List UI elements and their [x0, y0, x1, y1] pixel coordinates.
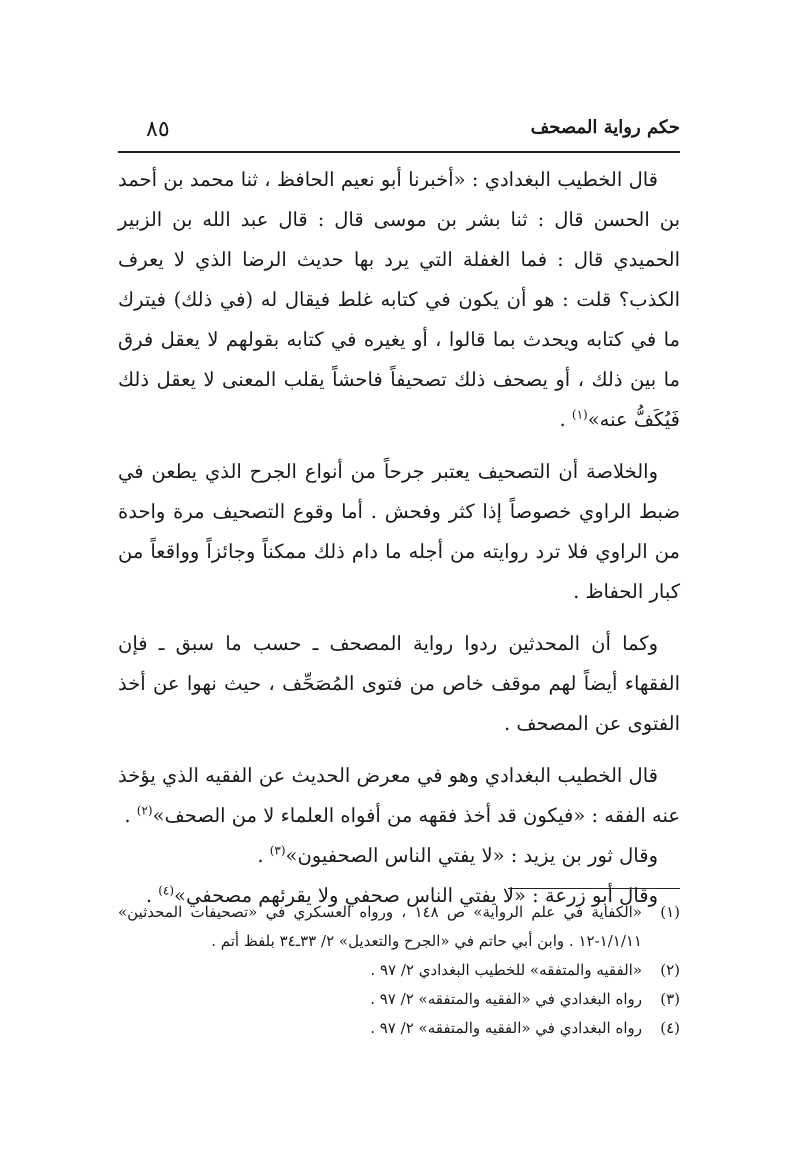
paragraph-5	[118, 836, 680, 876]
footnote-3	[118, 985, 680, 1014]
footnote-ref[interactable]: (١)	[571, 407, 588, 422]
footnote-text: رواه البغدادي في «الفقيه والمتفقه» ٢/ ٩٧ .	[370, 1019, 642, 1037]
footnote-number: (٣)	[660, 990, 680, 1008]
footnote-ref[interactable]: (٤)	[158, 883, 175, 898]
footnote-text: رواه البغدادي في «الفقيه والمتفقه» ٢/ ٩٧ .	[370, 990, 642, 1008]
footnote-text: «الفقيه والمتفقه» للخطيب البغدادي ٢/ ٩٧ .	[370, 961, 642, 979]
paragraph-text: وقال ثور بن يزيد : «لا يفتي الناس الصحفيون»	[285, 844, 658, 867]
paragraph-text: قال الخطيب البغدادي : «أخبرنا أبو نعيم الحافظ ، ثنا محمد بن أحمد بن الحسن قال : ثنا بشر بن موسى قال : قال عبد الله بن الزبير الحميدي قال : فما الغفلة التي يرد بها حديث الرضا الذي لا يعرف الكذب؟ قلت : هو أن يكون في كتابه غلط فيقال له (في ذلك) فيترك ما في كتابه ويحدث بما قالوا ، أو يغيره في كتابه بقولهم لا يعقل فرق ما بين ذلك ، أو يصحف ذلك تصحيفاً فاحشاً يقلب المعنى لا يعقل ذلك فَيُكَفُّ عنه»	[118, 168, 680, 431]
running-header	[118, 117, 680, 147]
footnote-4	[118, 1014, 680, 1043]
footnote-1	[118, 898, 680, 956]
header-rule	[118, 151, 680, 153]
page-number: ٨٥	[146, 117, 170, 142]
footnote-number: (١)	[660, 903, 680, 921]
main-text	[118, 160, 680, 916]
footnotes	[118, 898, 680, 1043]
footnote-ref[interactable]: (٣)	[269, 843, 286, 858]
paragraph-text: وكما أن المحدثين ردوا رواية المصحف ـ حسب ما سبق ـ فإن الفقهاء أيضاً لهم موقف خاص من فتوى المُصَحِّف ، حيث نهوا عن أخذ الفتوى عن المصحف .	[118, 632, 680, 735]
footnote-rule	[508, 888, 680, 889]
paragraph-end: .	[145, 884, 159, 907]
running-title: حكم رواية المصحف	[530, 117, 680, 138]
footnote-ref[interactable]: (٢)	[136, 803, 153, 818]
footnote-number: (٤)	[660, 1019, 680, 1037]
footnote-number: (٢)	[660, 961, 680, 979]
paragraph-1	[118, 160, 680, 440]
footnote-2	[118, 956, 680, 985]
paragraph-3	[118, 624, 680, 744]
footnote-text: «الكفاية في علم الرواية» ص ١٤٨ ، ورواه العسكري في «تصحيفات المحدثين» ١/١/١١-١٢ . وابن أبي حاتم في «الجرح والتعديل» ٢/ ٣٣ـ٣٤ بلفظ أتم .	[118, 903, 642, 950]
paragraph-text: قال الخطيب البغدادي وهو في معرض الحديث عن الفقيه الذي يؤخذ عنه الفقه : «فيكون قد أخذ فقهه من أفواه العلماء لا من الصحف»	[118, 764, 680, 827]
paragraph-end: .	[124, 804, 137, 827]
paragraph-text: وقال أبو زرعة : «لا يفتي الناس صحفي ولا يقرئهم مصحفي»	[174, 884, 658, 907]
paragraph-4	[118, 756, 680, 836]
paragraph-end: .	[257, 844, 270, 867]
paragraph-2	[118, 452, 680, 612]
paragraph-text: والخلاصة أن التصحيف يعتبر جرحاً من أنواع الجرح الذي يطعن في ضبط الراوي خصوصاً إذا كثر وفحش . أما وقوع التصحيف مرة واحدة من الراوي فلا ترد روايته من أجله ما دام ذلك ممكناً وجائزاً وواقعاً من كبار الحفاظ .	[118, 460, 680, 603]
paragraph-end: .	[559, 408, 572, 431]
